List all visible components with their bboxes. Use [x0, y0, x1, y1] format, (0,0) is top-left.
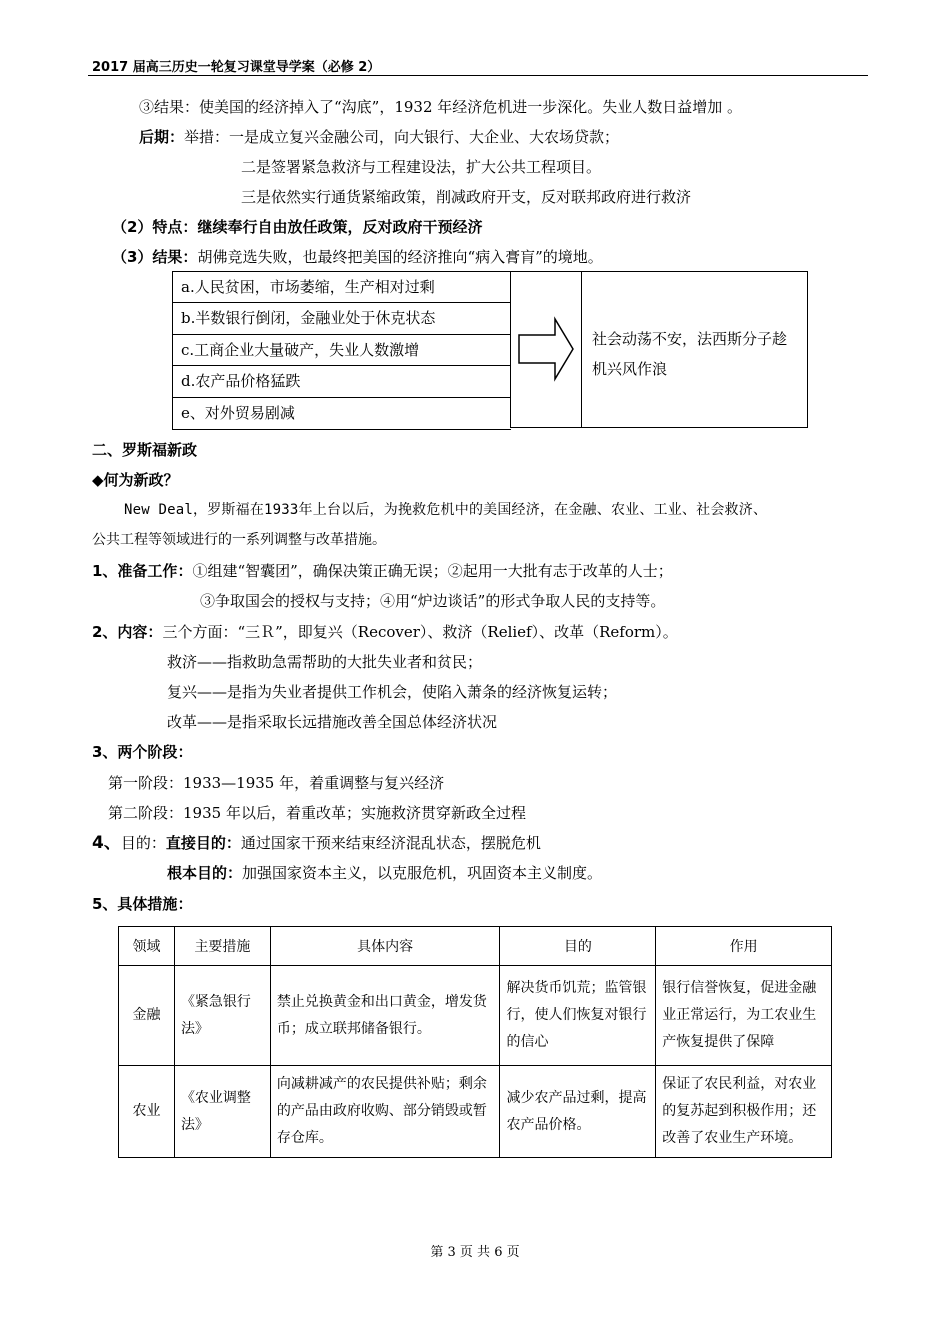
result-text: 胡佛竞选失败，也最终把美国的经济推向“病入膏肓”的境地。 — [197, 248, 603, 266]
goal-line-2 — [167, 863, 602, 883]
column-header: 具体内容 — [270, 927, 500, 966]
header-rule — [88, 75, 868, 76]
content-text: 三个方面：“三Ｒ”，即复兴（Recover）、救济（Relief）、改革（Reform）。 — [162, 623, 678, 641]
result-label: （3）结果： — [112, 248, 198, 266]
column-header: 主要措施 — [174, 927, 270, 966]
definition-line-1: New Deal，罗斯福在1933年上台以后，为挽救危机中的美国经济，在金融、农业、工业、社会救济、 — [124, 502, 768, 518]
late-stage-item-1: 举措：一是成立复兴金融公司，向大银行、大企业、大农场贷款； — [184, 128, 620, 146]
column-header: 目的 — [500, 927, 656, 966]
what-is-new-deal: ◆何为新政？ — [92, 471, 179, 489]
effect-cell: 银行信誉恢复，促进金融业正常运行，为工农业生产恢复提供了保障 — [656, 966, 832, 1066]
preparation-text-1: ①组建“智囊团”，确保决策正确无误；②起用一大批有志于改革的人士； — [192, 562, 673, 580]
table-row — [119, 966, 832, 1066]
goal-root-text: 加强国家资本主义，以克服危机，巩固资本主义制度。 — [242, 864, 603, 882]
cause-item: c.工商企业大量破产，失业人数激增 — [173, 335, 511, 366]
preparation-line-2: ③争取国会的授权与支持；④用“炉边谈话”的形式争取人民的支持等。 — [200, 592, 666, 610]
arrow-cell — [510, 271, 582, 428]
right-arrow-icon — [511, 272, 581, 427]
table-row — [119, 1066, 832, 1158]
reform-definition: 改革——是指采取长远措施改善全国总体经济状况 — [167, 713, 498, 731]
cause-item: d.农产品价格猛跌 — [173, 366, 511, 397]
measure-cell: 《紧急银行法》 — [174, 966, 270, 1066]
field-cell: 金融 — [119, 966, 175, 1066]
causes-box — [172, 271, 511, 430]
goal-prefix: 目的： — [120, 834, 166, 852]
measures-table — [118, 926, 832, 1158]
recover-definition: 复兴——是指为失业者提供工作机会，使陷入萧条的经济恢复运转； — [167, 683, 618, 701]
effect-text: 社会动荡不安，法西斯分子趁机兴风作浪 — [592, 330, 788, 378]
stage-1: 第一阶段：1933—1935 年，着重调整与复兴经济 — [108, 774, 445, 792]
purpose-cell: 解决货币饥荒；监管银行，使人们恢复对银行的信心 — [500, 966, 656, 1066]
result-3: ③结果：使美国的经济掉入了“沟底”，1932 年经济危机进一步深化。失业人数日益增加 。 — [139, 98, 743, 116]
field-cell: 农业 — [119, 1066, 175, 1158]
section-title-new-deal: 二、罗斯福新政 — [92, 441, 198, 459]
preparation-label: 1、准备工作： — [92, 562, 193, 580]
feature-line: （2）特点：继续奉行自由放任政策，反对政府干预经济 — [112, 218, 483, 236]
content-cell: 向减耕减产的农民提供补贴；剩余的产品由政府收购、部分销毁或暂存仓库。 — [270, 1066, 500, 1158]
goal-number: 4、 — [92, 833, 121, 853]
column-header: 领域 — [119, 927, 175, 966]
effect-box — [582, 271, 808, 428]
content-label: 2、内容： — [92, 623, 163, 641]
document-header: 2017 届高三历史一轮复习课堂导学案（必修 2） — [92, 60, 381, 75]
content-cell: 禁止兑换黄金和出口黄金，增发货币；成立联邦储备银行。 — [270, 966, 500, 1066]
cause-item: a.人民贫困，市场萎缩，生产相对过剩 — [173, 272, 511, 303]
relief-definition: 救济——指救助急需帮助的大批失业者和贫民； — [167, 653, 483, 671]
goal-root-label: 根本目的： — [167, 864, 243, 882]
preparation-line-1 — [92, 561, 673, 581]
goal-direct-label: 直接目的： — [165, 834, 241, 852]
late-stage-line — [139, 127, 619, 147]
late-stage-label: 后期： — [139, 128, 185, 146]
effect-cell: 保证了农民利益，对农业的复苏起到积极作用；还改善了农业生产环境。 — [656, 1066, 832, 1158]
cause-item: e、对外贸易剧减 — [181, 403, 295, 422]
table-header-row — [119, 927, 832, 966]
content-line — [92, 622, 678, 642]
measure-cell: 《农业调整法》 — [174, 1066, 270, 1158]
cause-item: b.半数银行倒闭，金融业处于休克状态 — [173, 303, 511, 334]
stages-label: 3、两个阶段： — [92, 743, 193, 761]
stage-2: 第二阶段：1935 年以后，着重改革；实施救济贯穿新政全过程 — [108, 804, 526, 822]
purpose-cell: 减少农产品过剩，提高农产品价格。 — [500, 1066, 656, 1158]
page-footer: 第 3 页 共 6 页 — [430, 1245, 520, 1260]
measures-label: 5、具体措施： — [92, 895, 193, 913]
goal-direct-text: 通过国家干预来结束经济混乱状态，摆脱危机 — [240, 834, 541, 852]
late-stage-item-3: 三是依然实行通货紧缩政策，削减政府开支，反对联邦政府进行救济 — [241, 188, 692, 206]
definition-line-2: 公共工程等领域进行的一系列调整与改革措施。 — [92, 532, 386, 548]
goal-line-1 — [92, 833, 541, 853]
column-header: 作用 — [656, 927, 832, 966]
late-stage-item-2: 二是签署紧急救济与工程建设法，扩大公共工程项目。 — [241, 158, 602, 176]
result-line — [112, 247, 603, 267]
